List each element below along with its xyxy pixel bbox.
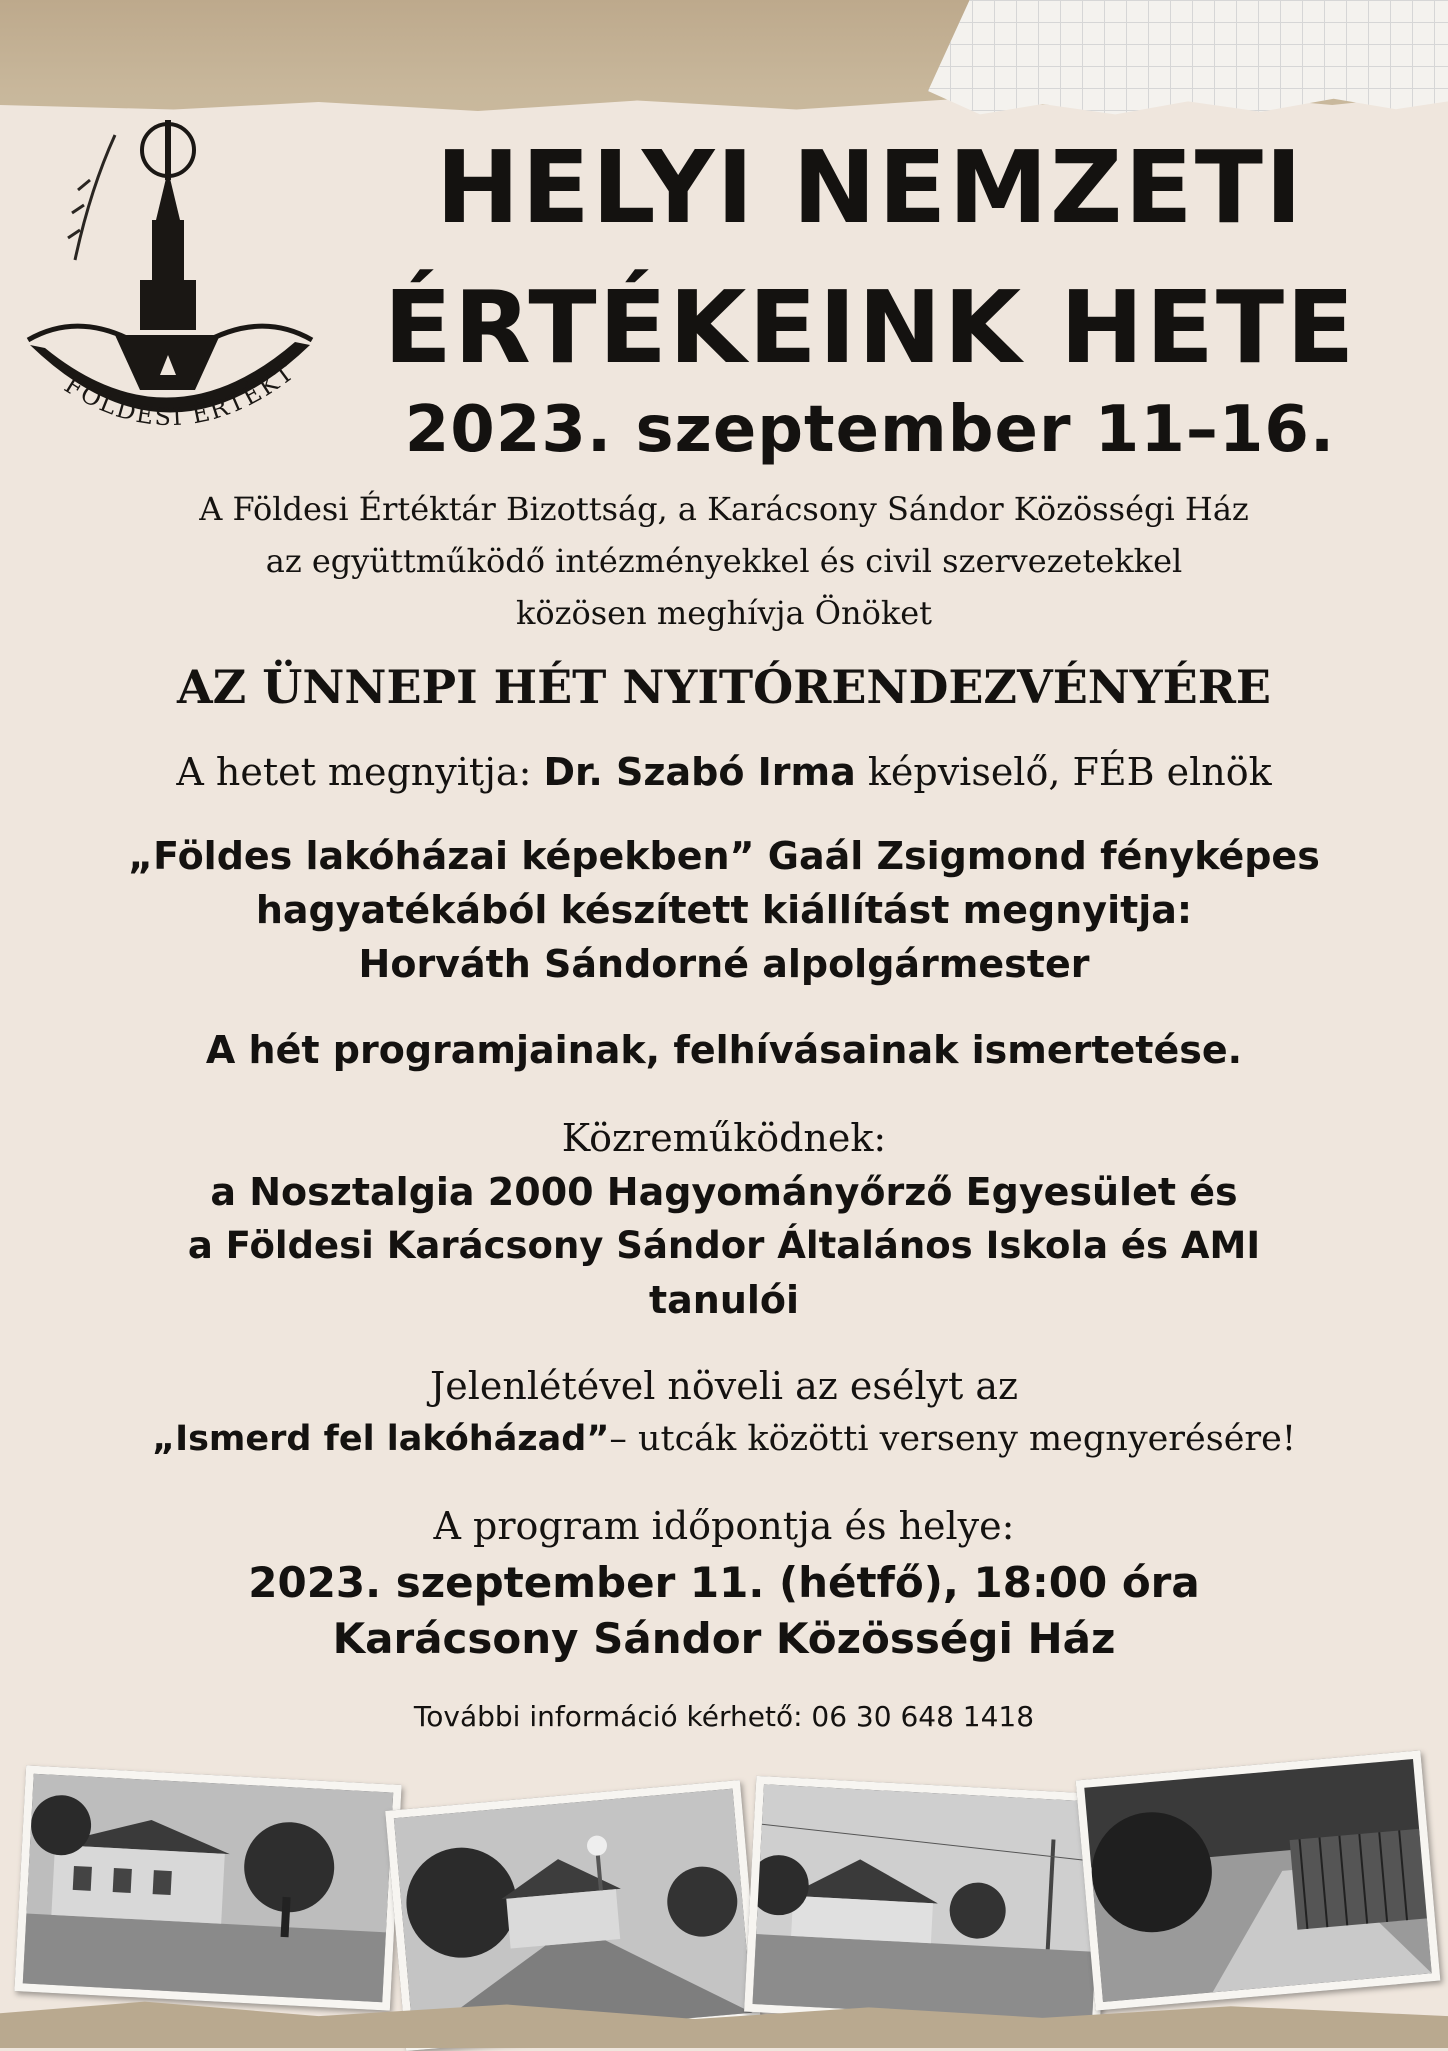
schedule-label: A program időpontja és helye: [433, 1504, 1015, 1548]
contributors-line-3: tanulói [648, 1278, 800, 1322]
invite-line-1: A Földesi Értéktár Bizottság, a Karácsony Sándor Közösségi Ház [199, 490, 1249, 528]
opening-speaker-name: Dr. Szabó Irma [543, 750, 856, 794]
programs-line: A hét programjainak, felhívásainak ismertetése. [205, 1028, 1243, 1072]
schedule-datetime: 2023. szeptember 11. (hétfő), 18:00 óra [248, 1558, 1200, 1607]
photo-street-fence [1076, 1750, 1441, 2010]
exhibition-line-2: hagyatékából készített kiállítást megnyitja: [255, 888, 1193, 932]
photo-street-houses-1 [14, 1765, 401, 2010]
foldesi-ertektar-logo [20, 110, 320, 480]
opening-suffix: képviselő, FÉB elnök [855, 750, 1272, 794]
opening-line [60, 750, 1388, 796]
date-heading: 2023. szeptember 11–16. [404, 393, 1336, 467]
title-line-1: HELYI NEMZETI [435, 129, 1305, 246]
contributors-line-1: a Nosztalgia 2000 Hagyományőrző Egyesület és [210, 1170, 1238, 1214]
title-line-2: ÉRTÉKEINK HETE [383, 269, 1357, 386]
photo-street-houses-3 [744, 1776, 1112, 2030]
opening-prefix: A hetet megnyitja: [176, 750, 544, 794]
contest-name: „Ismerd fel lakóházad” [152, 1419, 610, 1459]
grid-paper-scrap [928, 0, 1448, 130]
schedule-venue: Karácsony Sándor Közösségi Ház [332, 1614, 1116, 1663]
exhibition-line-3: Horváth Sándorné alpolgármester [358, 942, 1090, 986]
invite-line-2: az együttműködő intézményekkel és civil szervezetekkel [265, 542, 1183, 580]
contact-info: További információ kérhető: 06 30 648 1418 [413, 1700, 1035, 1733]
contest-rest: – utcák közötti verseny megnyerésére! [609, 1419, 1296, 1459]
contest-line-1: Jelenlétével növeli az esélyt az [430, 1364, 1018, 1408]
event-title: AZ ÜNNEPI HÉT NYITÓRENDEZVÉNYÉRE [176, 660, 1271, 714]
contributors-label: Közreműködnek: [561, 1116, 887, 1160]
logo-ring-text: FÖLDESI ÉRTÉKT [59, 358, 300, 432]
exhibition-line-1: „Földes lakóházai képekben” Gaál Zsigmond fényképes [128, 834, 1320, 878]
contest-line-2 [60, 1418, 1388, 1460]
invite-line-3: közösen meghívja Önöket [515, 594, 933, 632]
contributors-line-2: a Földesi Karácsony Sándor Általános Iskola és AMI [187, 1224, 1261, 1267]
